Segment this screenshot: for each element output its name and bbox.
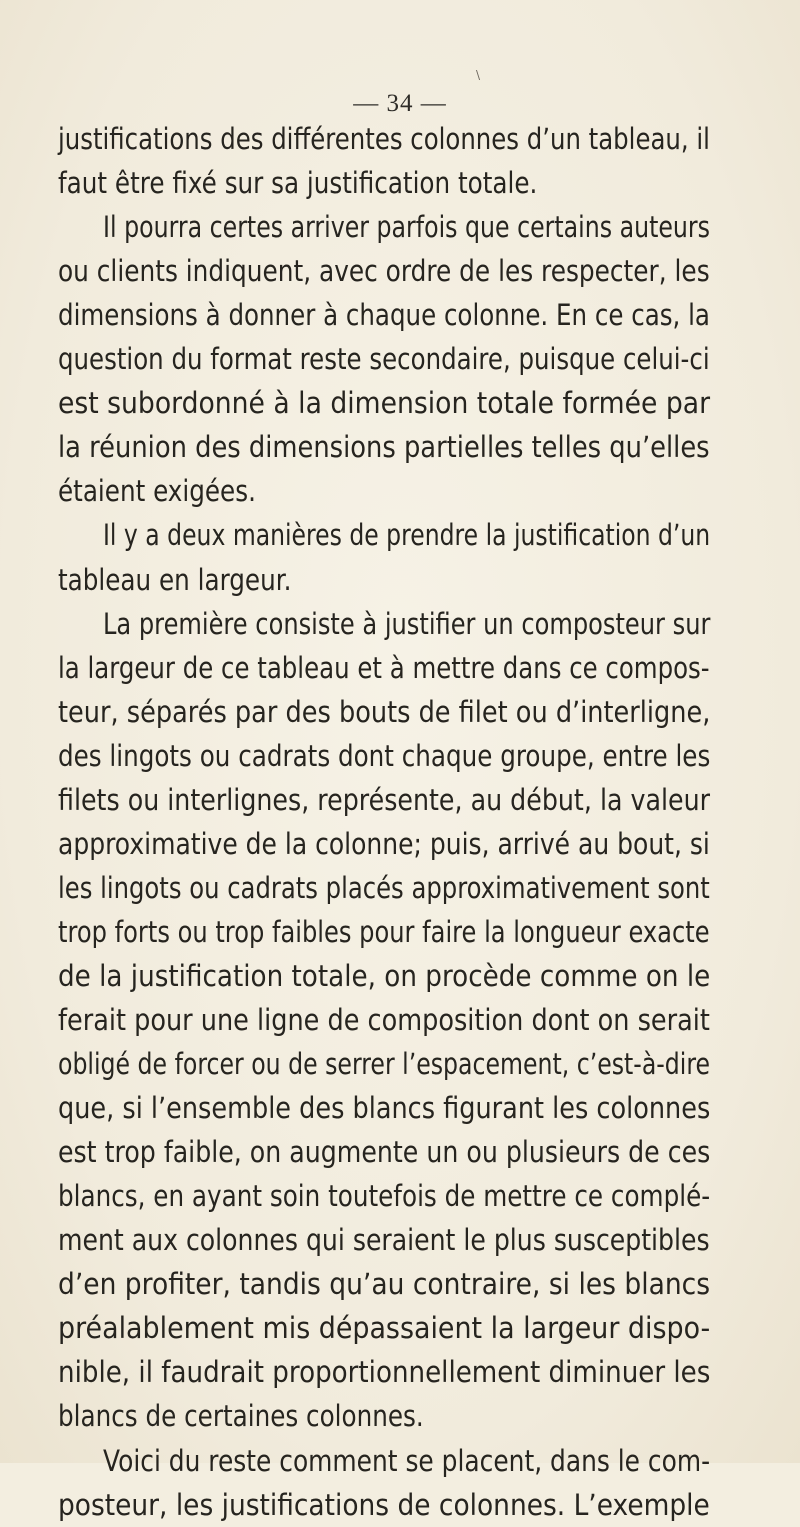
text-line: teur, séparés par des bouts de filet ou d’interligne, <box>58 695 711 729</box>
text-line: Voici du reste comment se placent, dans le com- <box>103 1444 711 1478</box>
text-line: posteur, les justifications de colonnes. L’exemple <box>58 1488 710 1522</box>
text-line: Il pourra certes arriver parfois que certains auteurs <box>103 210 710 244</box>
text-line: justifications des différentes colonnes d’un tableau, il <box>58 122 710 156</box>
text-line: ment aux colonnes qui seraient le plus susceptibles <box>58 1223 710 1257</box>
stray-mark: \ <box>476 68 481 82</box>
text-line: la largeur de ce tableau et à mettre dans ce compos- <box>58 651 710 685</box>
text-line: ferait pour une ligne de composition dont on serait <box>58 1003 710 1037</box>
text-line: étaient exigées. <box>58 474 256 508</box>
text-line: préalablement mis dépassaient la largeur dispo- <box>58 1311 711 1345</box>
text-line: question du format reste secondaire, puisque celui-ci <box>58 342 710 376</box>
text-line: est subordonné à la dimension totale formée par <box>58 386 711 420</box>
text-line: blancs de certaines colonnes. <box>58 1399 424 1433</box>
text-line: des lingots ou cadrats dont chaque groupe, entre les <box>58 739 711 773</box>
text-line: que, si l’ensemble des blancs figurant les colonnes <box>58 1091 711 1125</box>
text-line: tableau en largeur. <box>58 563 292 597</box>
text-line: filets ou interlignes, représente, au début, la valeur <box>58 783 711 817</box>
text-line: de la justification totale, on procède comme on le <box>58 959 711 993</box>
text-line: nible, il faudrait proportionnellement diminuer les <box>58 1355 711 1389</box>
text-line: les lingots ou cadrats placés approximativement sont <box>58 871 710 905</box>
text-line: la réunion des dimensions partielles telles qu’elles <box>58 430 710 464</box>
text-line: obligé de forcer ou de serrer l’espacement, c’est-à-dire <box>58 1047 711 1081</box>
text-line: Il y a deux manières de prendre la justification d’un <box>103 518 711 552</box>
text-line: est trop faible, on augmente un ou plusieurs de ces <box>58 1135 711 1169</box>
text-line: ou clients indiquent, avec ordre de les respecter, les <box>58 254 710 288</box>
text-line: faut être fixé sur sa justification totale. <box>58 166 538 200</box>
text-line: La première consiste à justifier un composteur sur <box>103 607 711 641</box>
text-line: approximative de la colonne; puis, arrivé au bout, si <box>58 827 710 861</box>
text-line: d’en profiter, tandis qu’au contraire, si les blancs <box>58 1267 711 1301</box>
text-line: trop forts ou trop faibles pour faire la longueur exacte <box>58 915 710 949</box>
text-line: blancs, en ayant soin toutefois de mettre ce complé- <box>58 1179 711 1213</box>
page-number: — 34 — <box>353 90 447 117</box>
text-line: dimensions à donner à chaque colonne. En ce cas, la <box>58 298 710 332</box>
